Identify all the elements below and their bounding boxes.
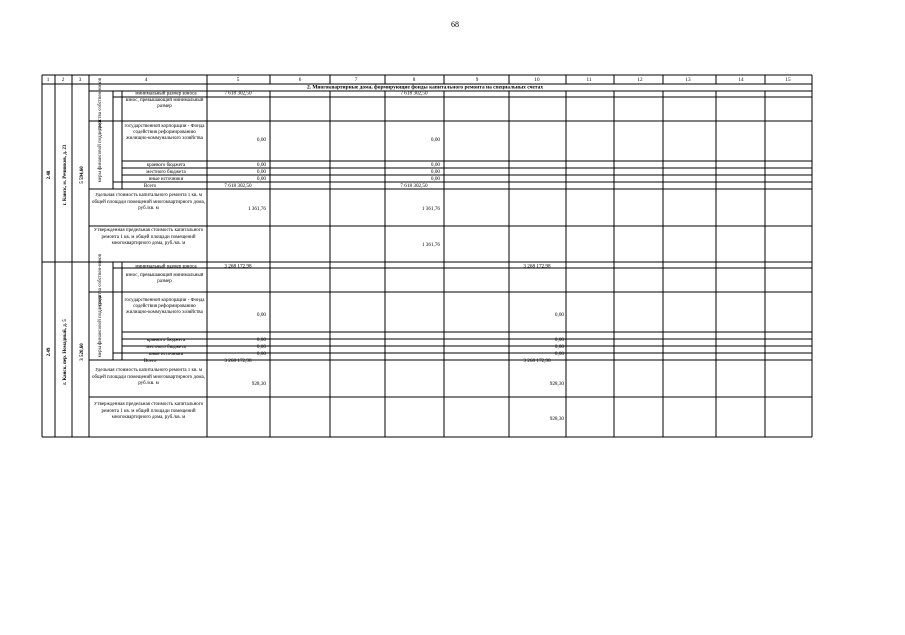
col-num-11: 11	[586, 77, 592, 83]
label-unit-cost: Удельная стоимость капитального ремонта 1 кв. м общей площади помещений многоквартирного дома, руб./кв. м	[92, 193, 205, 211]
col-num-1: 1	[46, 77, 50, 83]
val-local-8: 0,00	[430, 169, 440, 175]
label-state-corp: государственной корпорации - Фонда содействия реформированию жилищно-коммунального хозяйства	[124, 298, 205, 315]
val-unit-cost: 1 361,76	[247, 206, 266, 212]
val-regional: 0,00	[256, 337, 266, 343]
group-owners-funds: средства собствен-ников	[98, 77, 103, 131]
col-num-14: 14	[738, 77, 744, 83]
col-num-3: 3	[78, 77, 82, 83]
col-num-5: 5	[236, 77, 240, 83]
val-approved-limit-10: 928,30	[549, 416, 564, 422]
val-other: 0,00	[256, 351, 266, 357]
block-address: г. Канск, пер. Номадный, д. 5	[63, 319, 68, 385]
label-regional: краевого бюджета	[146, 163, 186, 168]
val-unit-cost-8: 1 361,76	[421, 206, 440, 212]
col-num-7: 7	[354, 77, 358, 83]
val-regional-10: 0,00	[554, 337, 564, 343]
col-num-2: 2	[61, 77, 65, 83]
block-2-48	[47, 77, 440, 260]
label-approved-limit: Утвержденная предельная стоимость капитального ремонта 1 кв. м общей площади помещений многоквартирного дома, руб./кв. м	[93, 402, 204, 420]
val-local: 0,00	[256, 344, 266, 350]
col-num-6: 6	[298, 77, 302, 83]
val-state-corp: 0,00	[256, 137, 266, 143]
val-other-8: 0,00	[430, 176, 440, 182]
val-state-corp: 0,00	[256, 312, 266, 318]
val-approved-limit-8: 1 361,76	[421, 242, 440, 248]
col-num-12: 12	[637, 77, 643, 83]
val-unit-cost-10: 928,30	[549, 381, 564, 387]
block-number: 2.48	[47, 170, 52, 180]
col-num-9: 9	[475, 77, 479, 83]
col-num-15: 15	[785, 77, 791, 83]
val-min-fee-8: 7 618 302,50	[400, 90, 428, 97]
val-min-fee: 3 268 172,98	[224, 263, 252, 270]
val-total: 7 618 302,50	[224, 183, 252, 189]
label-other: иные источники	[148, 352, 184, 357]
label-excess-fee: взнос, превышающий минимальный размер	[125, 273, 204, 284]
section-title: 2. Многоквартирные дома, формирующие фонды капитального ремонта на специальных счетах	[306, 84, 544, 91]
label-total: Всего	[143, 359, 157, 364]
label-local: местного бюджета	[146, 345, 186, 350]
val-min-fee: 7 618 302,50	[224, 90, 252, 97]
label-unit-cost: Удельная стоимость капитального ремонта 1 кв. м общей площади помещений многоквартирного дома, руб./кв. м	[92, 368, 205, 386]
label-min-fee: минимальный размер взноса	[135, 91, 197, 97]
group-support-measures: меры финансовой поддержки	[98, 294, 103, 358]
group-owners-funds: средства собствен-ников	[98, 253, 103, 307]
block-area: 5 594,60	[80, 166, 85, 184]
label-total: Всего	[143, 184, 157, 189]
val-unit-cost: 928,30	[251, 381, 266, 387]
col-num-13: 13	[685, 77, 691, 83]
val-total-8: 7 618 302,50	[400, 183, 428, 189]
col-num-8: 8	[412, 77, 416, 83]
group-support-measures: меры финансовой поддержки	[98, 119, 103, 183]
label-approved-limit: Утвержденная предельная стоимость капитального ремонта 1 кв. м общей площади помещений многоквартирного дома, руб./кв. м	[93, 228, 204, 246]
val-other: 0,00	[256, 176, 266, 182]
val-local: 0,00	[256, 169, 266, 175]
col-num-10: 10	[534, 77, 540, 83]
val-regional: 0,00	[256, 162, 266, 168]
label-min-fee: минимальный размер взноса	[135, 264, 197, 270]
column-number-row	[47, 77, 791, 83]
block-address: г. Канск, м. Речников, д. 23	[63, 144, 68, 206]
val-regional-8: 0,00	[430, 162, 440, 168]
label-excess-fee: взнос, превышающий минимальный размер	[125, 98, 204, 109]
block-number: 2.49	[47, 347, 52, 357]
page-number: 68	[451, 20, 459, 29]
val-min-fee-10: 3 268 172,98	[523, 263, 551, 270]
label-local: местного бюджета	[146, 170, 186, 175]
label-state-corp: государственной корпорации - Фонда содействия реформированию жилищно-коммунального хозяйства	[124, 124, 205, 141]
block-2-49	[47, 253, 564, 434]
block-area: 3 520,60	[80, 343, 85, 361]
val-other-10: 0,00	[554, 351, 564, 357]
label-other: иные источники	[148, 177, 184, 182]
val-total: 3 268 172,98	[224, 358, 252, 364]
val-local-10: 0,00	[554, 344, 564, 350]
val-total-10: 3 268 172,98	[523, 358, 551, 364]
col-num-4: 4	[144, 77, 148, 83]
val-state-corp-10: 0,00	[554, 312, 564, 318]
label-regional: краевого бюджета	[146, 338, 186, 343]
val-state-corp-8: 0,00	[430, 137, 440, 143]
